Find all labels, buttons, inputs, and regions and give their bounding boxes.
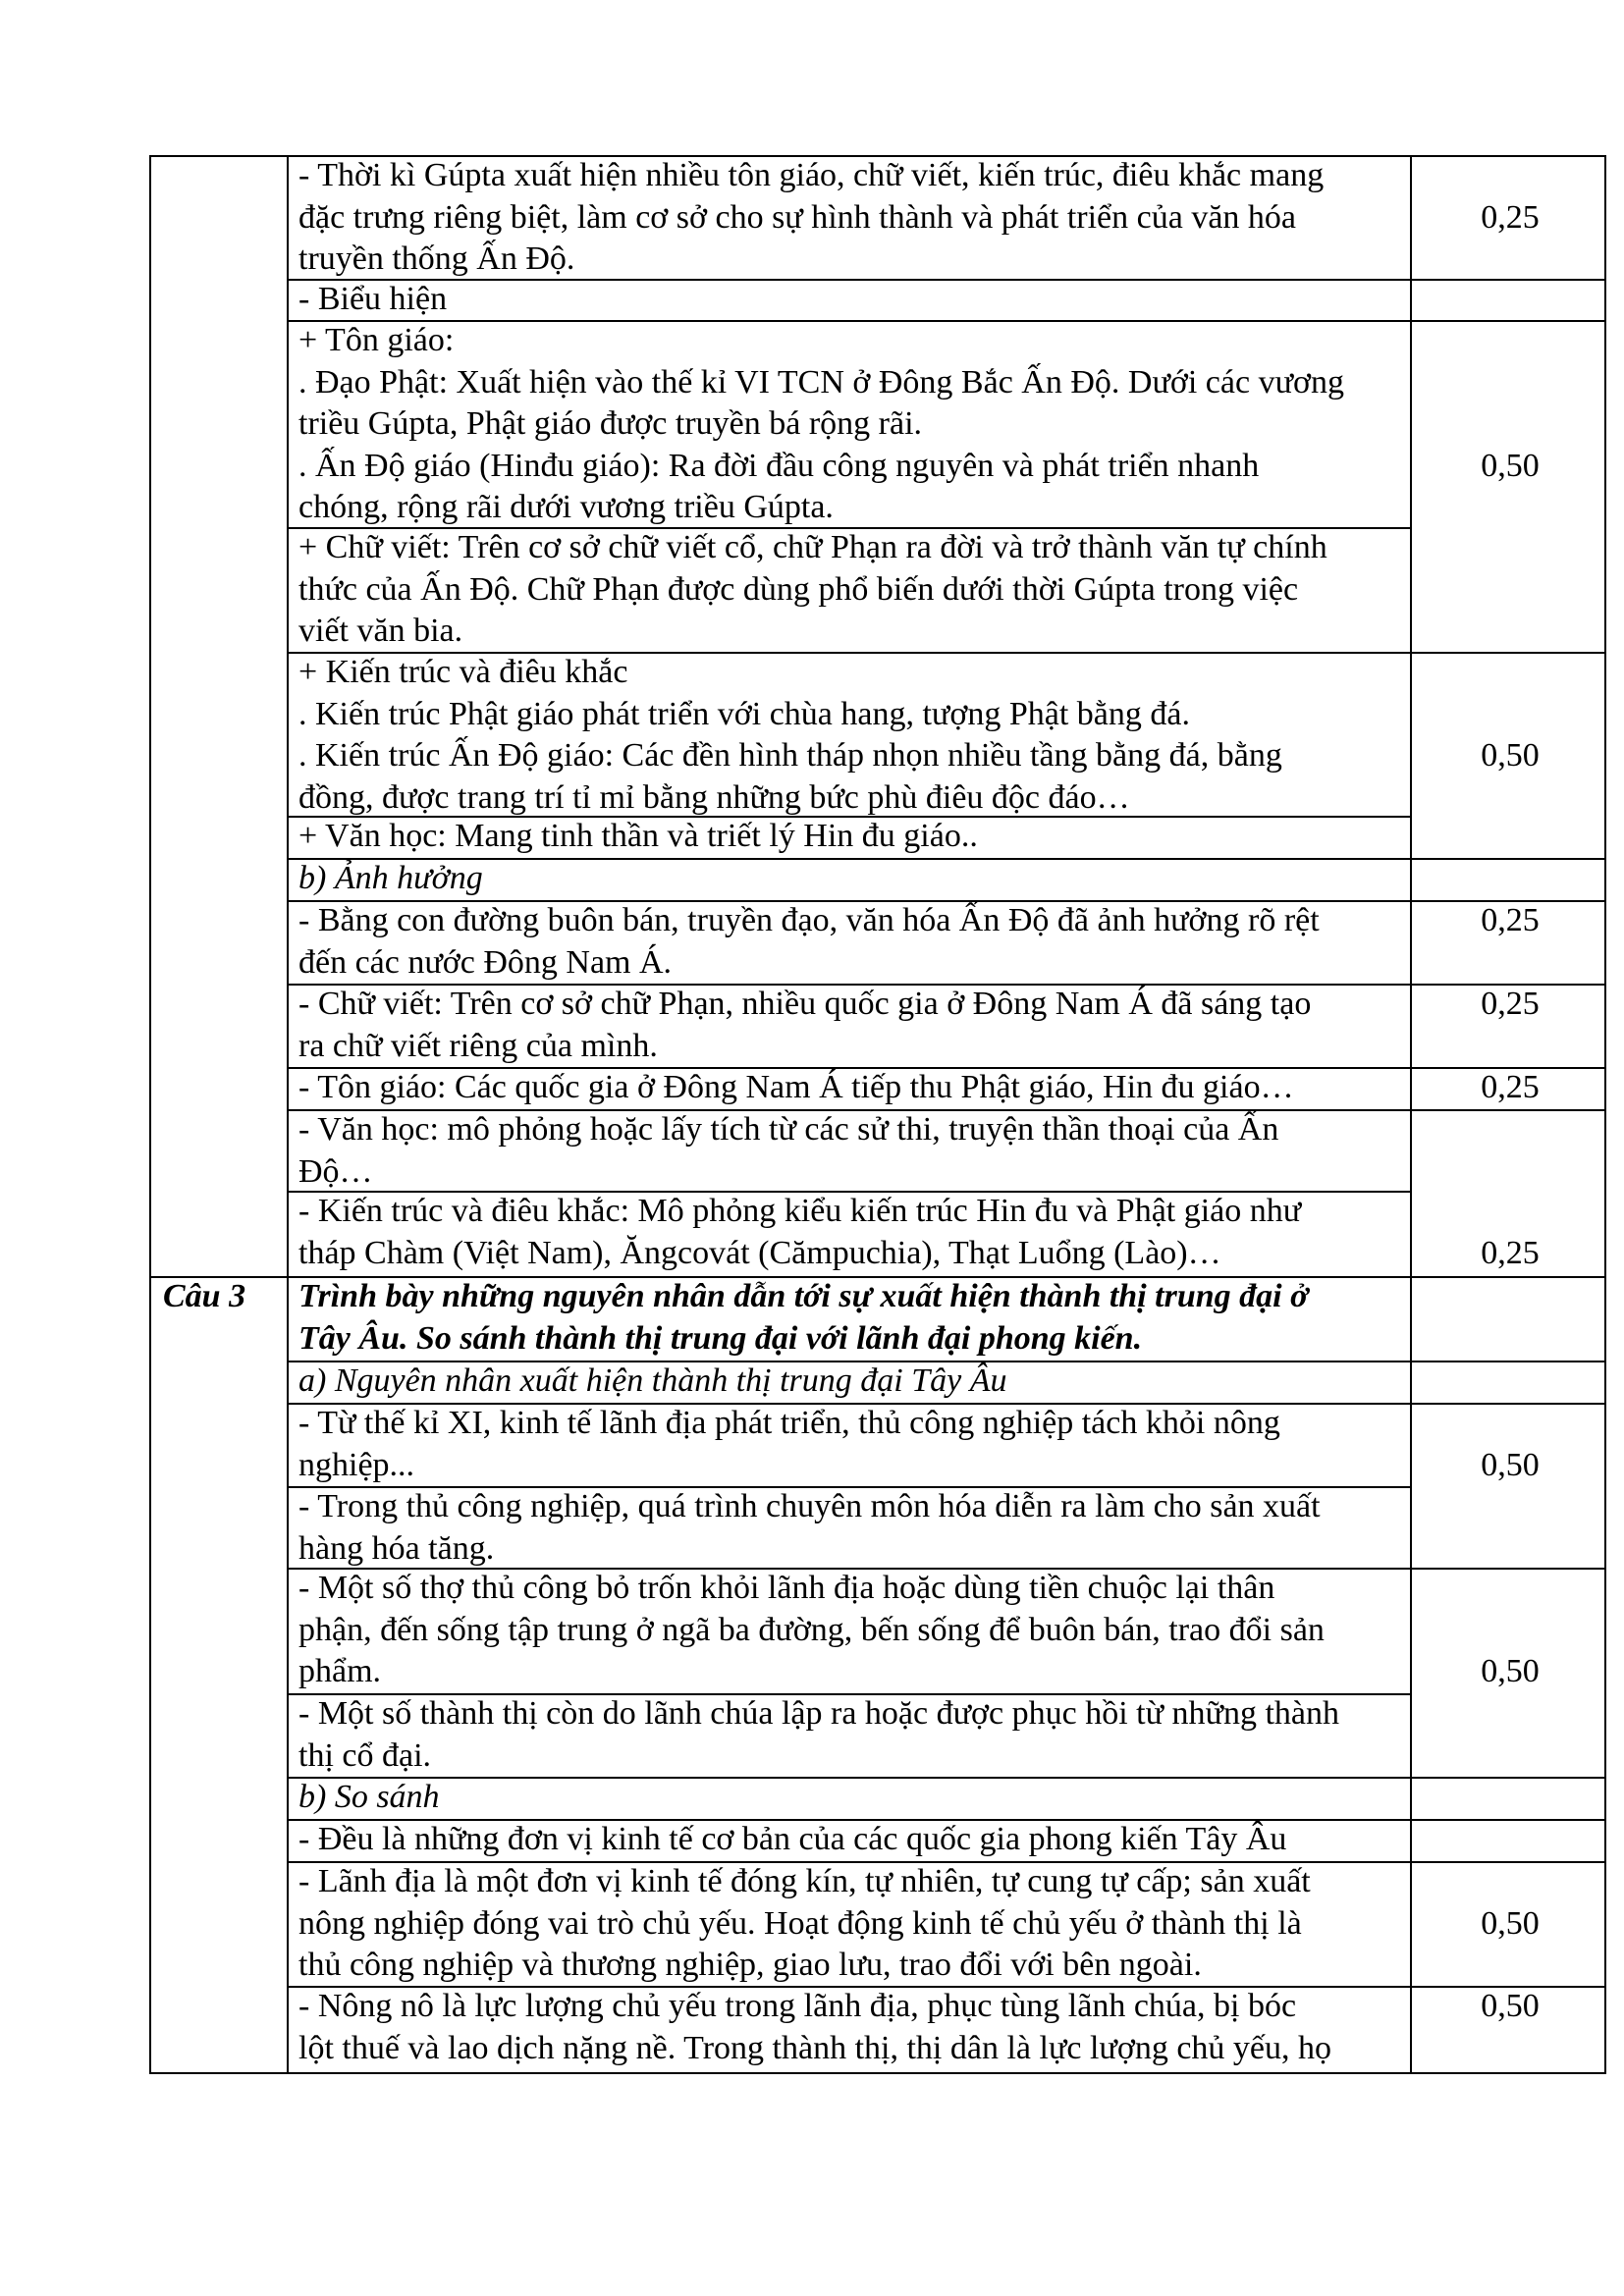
score-value: 0,25 [1481,986,1540,1022]
table-left-border [149,155,151,2074]
score-separator [1410,320,1604,322]
score-separator [1410,1819,1604,1821]
label-column-divider [287,155,289,2074]
answer-line: - Kiến trúc và điêu khắc: Mô phỏng kiểu kiến trúc Hin đu và Phật giáo như [298,1193,1302,1229]
answer-line: - Đều là những đơn vị kinh tế cơ bản của các quốc gia phong kiến Tây Âu [298,1821,1287,1857]
answer-line: - Nông nô là lực lượng chủ yếu trong lãnh địa, phục tùng lãnh chúa, bị bóc [298,1988,1297,2024]
answer-line: lột thuế và lao dịch nặng nề. Trong thành thị, thị dân là lực lượng chủ yếu, họ [298,2029,1332,2066]
answer-line: . Đạo Phật: Xuất hiện vào thế kỉ VI TCN ở Đông Bắc Ấn Độ. Dưới các vương [298,363,1344,400]
answer-line: chóng, rộng rãi dưới vương triều Gúpta. [298,489,834,525]
score-value: 0,50 [1481,1988,1540,2024]
answer-line: . Ấn Độ giáo (Hinđu giáo): Ra đời đầu công nguyên và phát triển nhanh [298,447,1260,484]
answer-line: a) Nguyên nhân xuất hiện thành thị trung đại Tây Âu [298,1362,1007,1399]
answer-line: phận, đến sống tập trung ở ngã ba đường, bến sống để buôn bán, trao đổi sản [298,1611,1325,1648]
answer-line: thủ công nghiệp và thương nghiệp, giao lưu, trao đổi với bên ngoài. [298,1947,1202,1983]
answer-line: - Lãnh địa là một đơn vị kinh tế đóng kín, tự nhiên, tự cung tự cấp; sản xuất [298,1863,1311,1899]
question-label: Câu 3 [163,1278,246,1314]
score-separator [1410,1276,1604,1278]
answer-line: đến các nước Đông Nam Á. [298,943,673,981]
answer-line: nghiệp... [298,1446,415,1483]
score-separator [1410,279,1604,281]
score-separator [1410,1568,1604,1570]
score-column-divider [1410,155,1412,2074]
answer-line: - Trong thủ công nghiệp, quá trình chuyên môn hóa diễn ra làm cho sản xuất [298,1488,1321,1524]
answer-line: . Kiến trúc Ấn Độ giáo: Các đền hình tháp nhọn nhiều tầng bằng đá, bằng [298,737,1282,774]
answer-line: nông nghiệp đóng vai trò chủ yếu. Hoạt động kinh tế chủ yếu ở thành thị là [298,1904,1302,1942]
answer-line: đặc trưng riêng biệt, làm cơ sở cho sự hình thành và phát triển của văn hóa [298,198,1297,236]
score-separator [1410,1403,1604,1405]
answer-line: Tây Âu. So sánh thành thị trung đại với lãnh đại phong kiến. [298,1319,1143,1357]
answer-line: đồng, được trang trí tỉ mỉ bằng những bức phù điêu độc đáo… [298,778,1130,816]
score-separator [1410,1777,1604,1779]
table-right-border [1604,155,1606,2074]
score-value: 0,25 [1481,198,1540,236]
answer-line: + Văn học: Mang tinh thần và triết lý Hin đu giáo.. [298,818,978,854]
row-separator [287,320,1410,322]
score-value: 0,50 [1481,1904,1540,1942]
answer-line: - Một số thợ thủ công bỏ trốn khỏi lãnh địa hoặc dùng tiền chuộc lại thân [298,1570,1275,1606]
score-separator [1410,1361,1604,1362]
answer-line: + Tôn giáo: [298,322,455,358]
answer-line: - Một số thành thị còn do lãnh chúa lập ra hoặc được phục hồi từ những thành [298,1695,1339,1732]
score-value: 0,50 [1481,1446,1540,1483]
answer-line: - Bằng con đường buôn bán, truyền đạo, văn hóa Ấn Độ đã ảnh hưởng rõ rệt [298,902,1320,938]
score-value: 0,50 [1481,737,1540,774]
answer-line: hàng hóa tăng. [298,1529,495,1567]
score-separator [1410,858,1604,860]
answer-line: phẩm. [298,1653,382,1689]
score-value: 0,25 [1481,1234,1540,1271]
row-separator [287,1777,1410,1779]
answer-line: Trình bày những nguyên nhân dẫn tới sự xuất hiện thành thị trung đại ở [298,1278,1309,1314]
answer-line: thức của Ấn Độ. Chữ Phạn được dùng phổ biến dưới thời Gúpta trong việc [298,570,1299,608]
answer-line: tháp Chàm (Việt Nam), Ăngcovát (Cămpuchia), Thạt Luổng (Lào)… [298,1234,1221,1271]
table-bottom-border [149,2072,1604,2074]
answer-line: + Chữ viết: Trên cơ sở chữ viết cổ, chữ Phạn ra đời và trở thành văn tự chính [298,529,1327,565]
score-value: 0,25 [1481,902,1540,938]
answer-line: b) So sánh [298,1779,440,1815]
answer-line: b) Ảnh hưởng [298,860,483,896]
answer-line: triều Gúpta, Phật giáo được truyền bá rộng rãi. [298,405,923,442]
answer-line: - Tôn giáo: Các quốc gia ở Đông Nam Á tiếp thu Phật giáo, Hin đu giáo… [298,1069,1294,1105]
score-separator [1410,1861,1604,1863]
answer-line: thị cổ đại. [298,1736,432,1774]
score-value: 0,50 [1481,1653,1540,1689]
answer-line: - Thời kì Gúpta xuất hiện nhiều tôn giáo, chữ viết, kiến trúc, điêu khắc mang [298,157,1325,193]
answer-line: - Biểu hiện [298,281,448,317]
answer-line: . Kiến trúc Phật giáo phát triển với chùa hang, tượng Phật bằng đá. [298,695,1190,732]
score-separator [1410,1109,1604,1111]
answer-line: ra chữ viết riêng của mình. [298,1027,658,1064]
answer-line: + Kiến trúc và điêu khắc [298,654,628,690]
answer-line: Độ… [298,1152,373,1190]
answer-line: - Văn học: mô phỏng hoặc lấy tích từ các sử thi, truyện thần thoại của Ấn [298,1111,1279,1148]
answer-line: - Từ thế kỉ XI, kinh tế lãnh địa phát triển, thủ công nghiệp tách khỏi nông [298,1405,1280,1441]
answer-line: - Chữ viết: Trên cơ sở chữ Phạn, nhiều quốc gia ở Đông Nam Á đã sáng tạo [298,986,1312,1022]
score-value: 0,50 [1481,447,1540,484]
answer-line: viết văn bia. [298,613,463,649]
score-value: 0,25 [1481,1069,1540,1105]
score-separator [1410,652,1604,654]
answer-line: truyền thống Ấn Độ. [298,240,575,277]
